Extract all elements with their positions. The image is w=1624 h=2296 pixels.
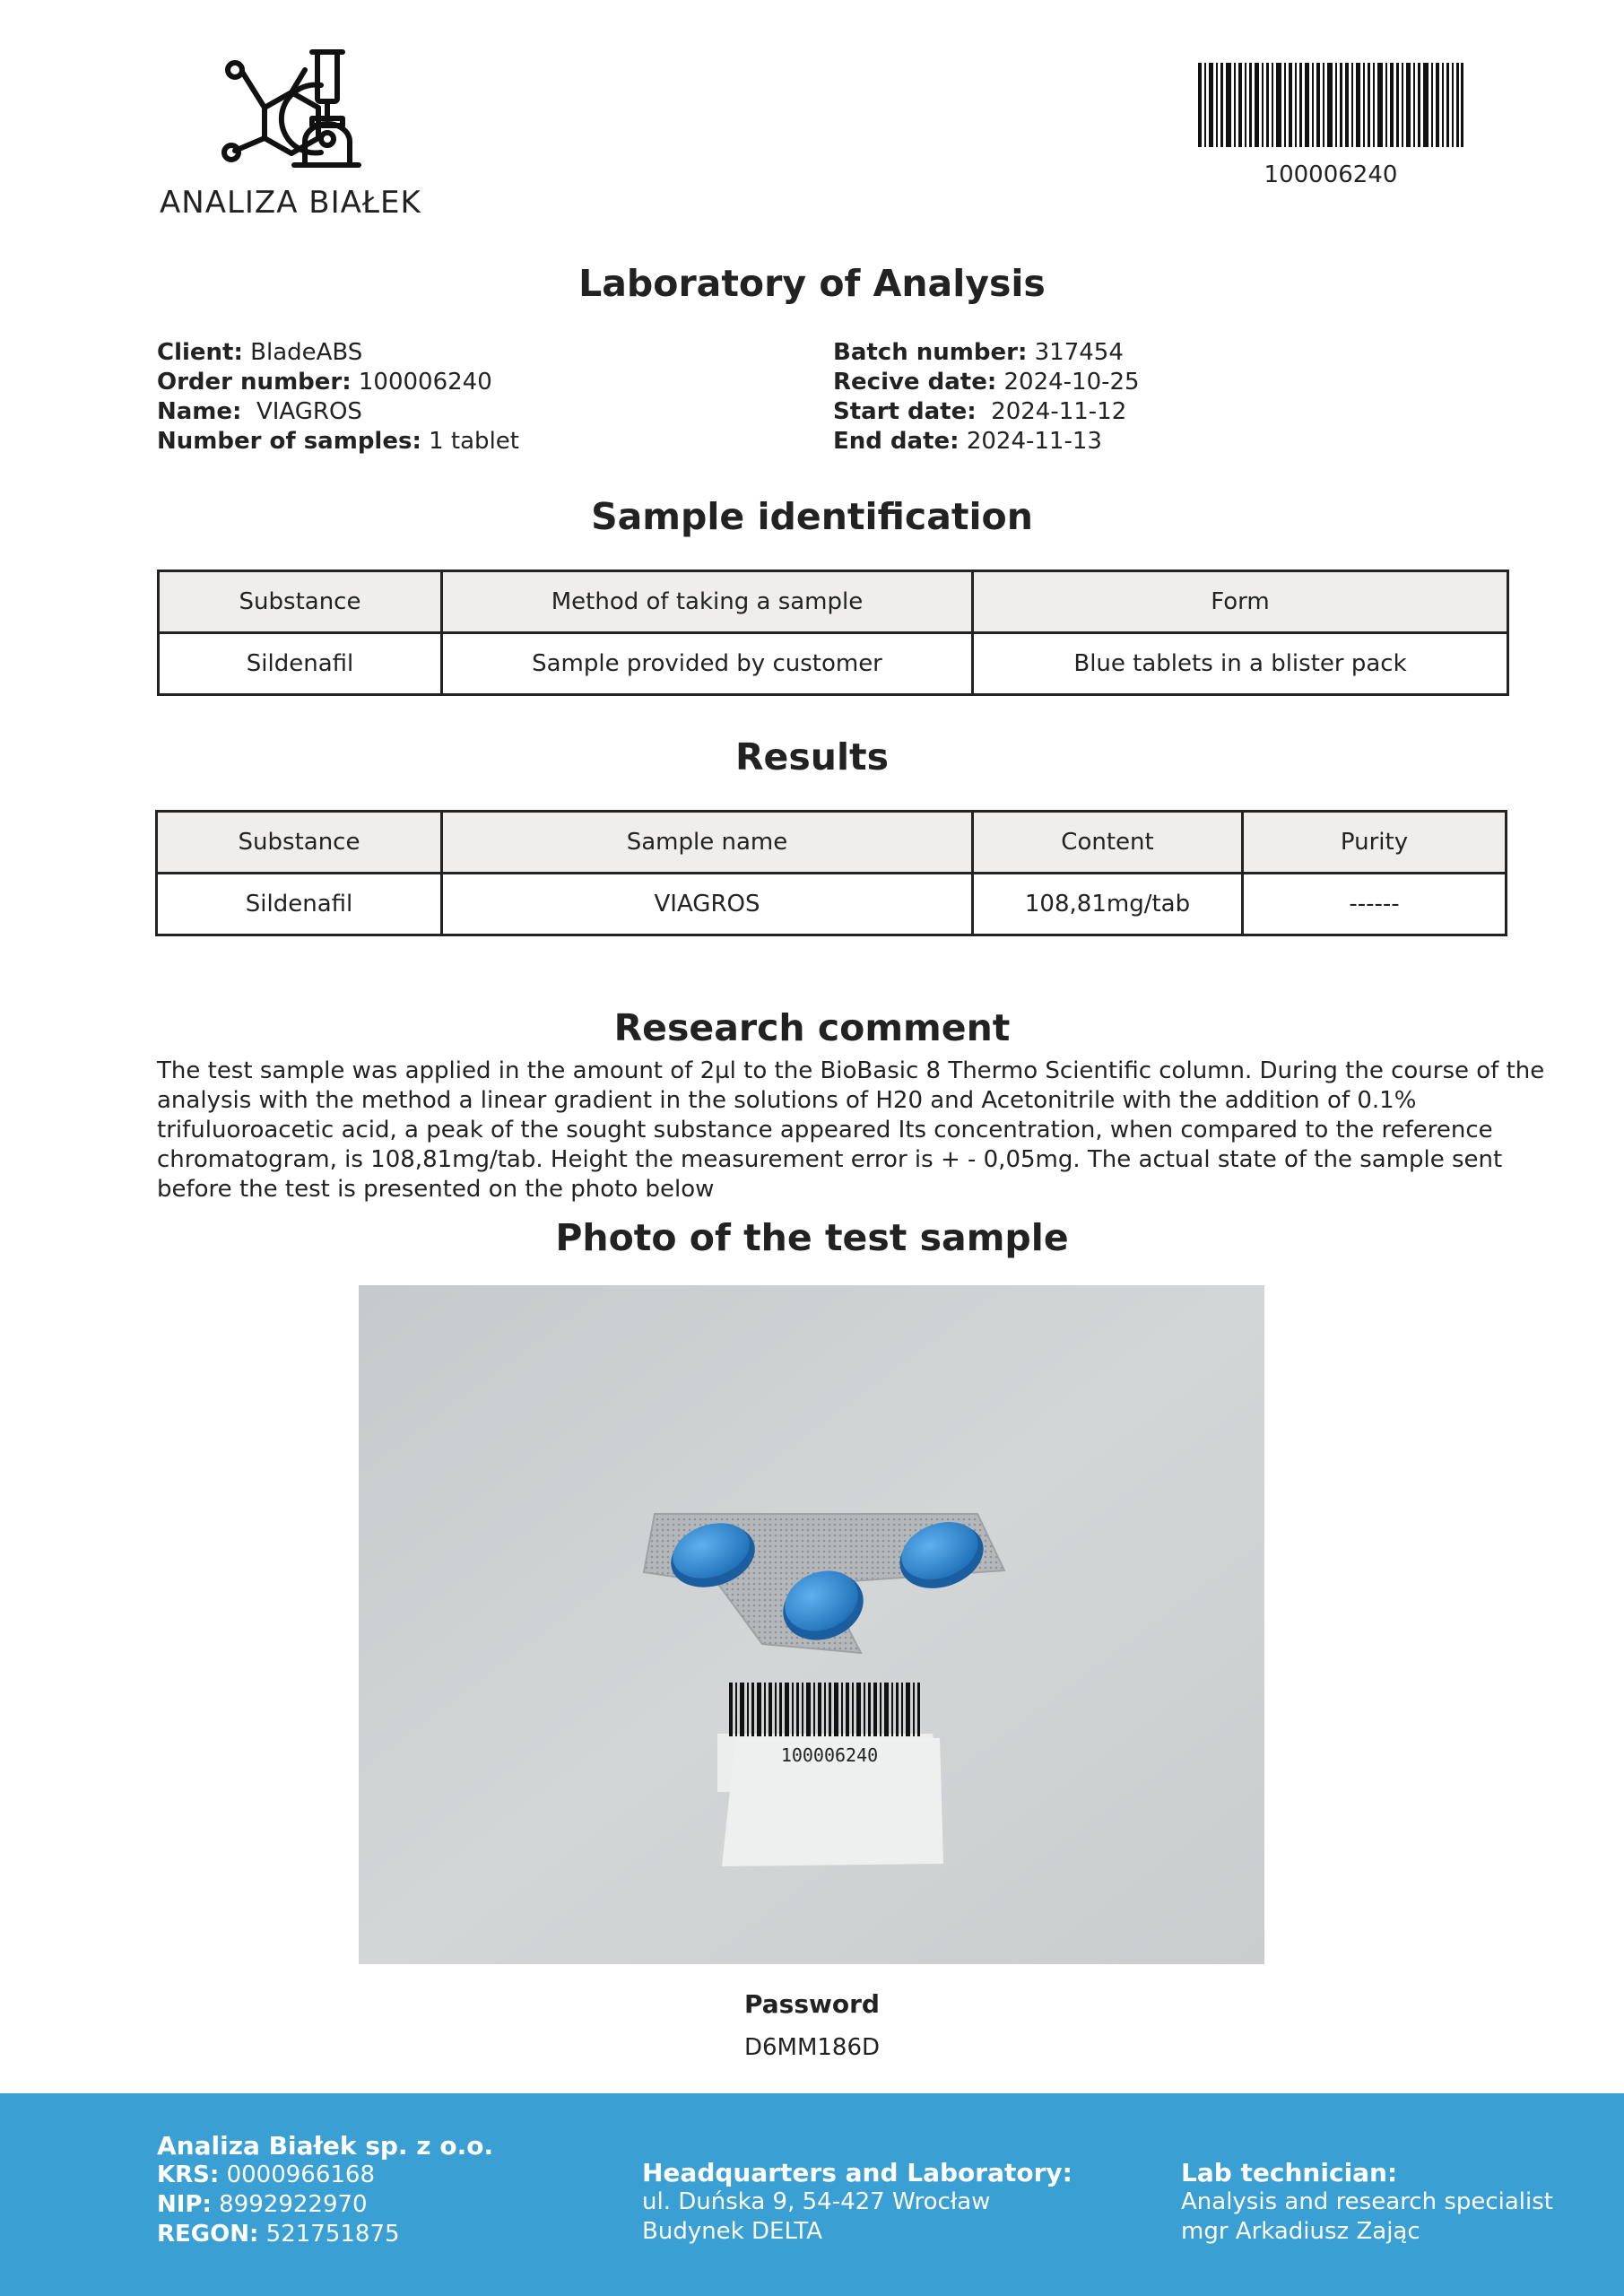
samples-row: Number of samples: 1 tablet xyxy=(157,428,519,455)
table-header-cell: Purity xyxy=(1243,812,1507,874)
comment-text: The test sample was applied in the amount of 2µl to the BioBasic 8 Thermo Scientific column. During the course of the analysis with the method a linear gradient in the solutions of H20 and Acetonitrile with the addition of 0.1% trifuluoroacetic acid, a peak of the sought substance appeared Its concentration, when compared to the reference chromatogram, is 108,81mg/tab. Height the measurement error is + - 0,05mg. The actual state of the sample sent before the test is presented on the photo below xyxy=(157,1057,1545,1203)
table-header-cell: Substance xyxy=(157,812,442,874)
table-cell: VIAGROS xyxy=(442,874,973,935)
table-row xyxy=(157,812,1507,874)
label-barcode-icon xyxy=(729,1683,920,1736)
tech-name: mgr Arkadiusz Zając xyxy=(1181,2218,1420,2245)
krs-row: KRS: 0000966168 xyxy=(157,2161,375,2188)
footer-company xyxy=(157,2131,493,2249)
table-header-cell: Substance xyxy=(159,571,442,633)
password-label: Password xyxy=(744,1989,880,2019)
tech-title: Lab technician: xyxy=(1181,2158,1398,2187)
table-cell: 108,81mg/tab xyxy=(973,874,1243,935)
hq-title: Headquarters and Laboratory: xyxy=(642,2158,1073,2187)
sample-id-heading: Sample identification xyxy=(591,495,1033,538)
barcode-icon xyxy=(1198,63,1463,147)
table-row xyxy=(159,571,1508,633)
end-row: End date: 2024-11-13 xyxy=(833,428,1102,455)
info-left xyxy=(157,338,519,457)
sample-id-table xyxy=(157,570,1509,696)
table-cell: Blue tablets in a blister pack xyxy=(973,633,1508,695)
results-table xyxy=(155,810,1507,936)
tech-role: Analysis and research specialist xyxy=(1181,2188,1553,2215)
sample-photo xyxy=(359,1285,1264,1964)
password-value: D6MM186D xyxy=(743,2034,881,2061)
table-row xyxy=(157,874,1507,935)
footer-technician xyxy=(1181,2158,1553,2247)
order-row: Order number: 100006240 xyxy=(157,369,492,396)
results-heading: Results xyxy=(734,735,890,778)
batch-row: Batch number: 317454 xyxy=(833,339,1124,366)
hq-building: Budynek DELTA xyxy=(642,2218,823,2245)
company-name: Analiza Białek sp. z o.o. xyxy=(157,2131,494,2161)
table-header-cell: Sample name xyxy=(442,812,973,874)
label-number: 100006240 xyxy=(780,1744,879,1766)
client-row: Client: BladeABS xyxy=(157,339,363,366)
regon-row: REGON: 521751875 xyxy=(157,2221,400,2248)
footer xyxy=(0,2093,1624,2296)
table-cell: Sildenafil xyxy=(159,633,442,695)
table-row xyxy=(159,633,1508,695)
table-header-cell: Method of taking a sample xyxy=(442,571,973,633)
receive-row: Recive date: 2024-10-25 xyxy=(833,369,1140,396)
table-cell: Sildenafil xyxy=(157,874,442,935)
footer-headquarters xyxy=(642,2158,1073,2247)
comment-heading: Research comment xyxy=(613,1006,1011,1049)
name-row: Name: VIAGROS xyxy=(157,398,362,425)
nip-row: NIP: 8992922970 xyxy=(157,2191,368,2218)
lab-logo-icon xyxy=(215,45,368,179)
photo-heading: Photo of the test sample xyxy=(555,1216,1069,1259)
start-row: Start date: 2024-11-12 xyxy=(833,398,1127,425)
table-header-cell: Content xyxy=(973,812,1243,874)
table-cell: Sample provided by customer xyxy=(442,633,973,695)
table-cell: ------ xyxy=(1243,874,1507,935)
info-right xyxy=(833,338,1140,457)
brand-name: ANALIZA BIAŁEK xyxy=(160,185,421,221)
barcode-number: 100006240 xyxy=(1264,161,1398,188)
hq-address: ul. Duńska 9, 54-427 Wrocław xyxy=(642,2188,991,2215)
table-header-cell: Form xyxy=(973,571,1508,633)
page-title: Laboratory of Analysis xyxy=(578,262,1046,305)
